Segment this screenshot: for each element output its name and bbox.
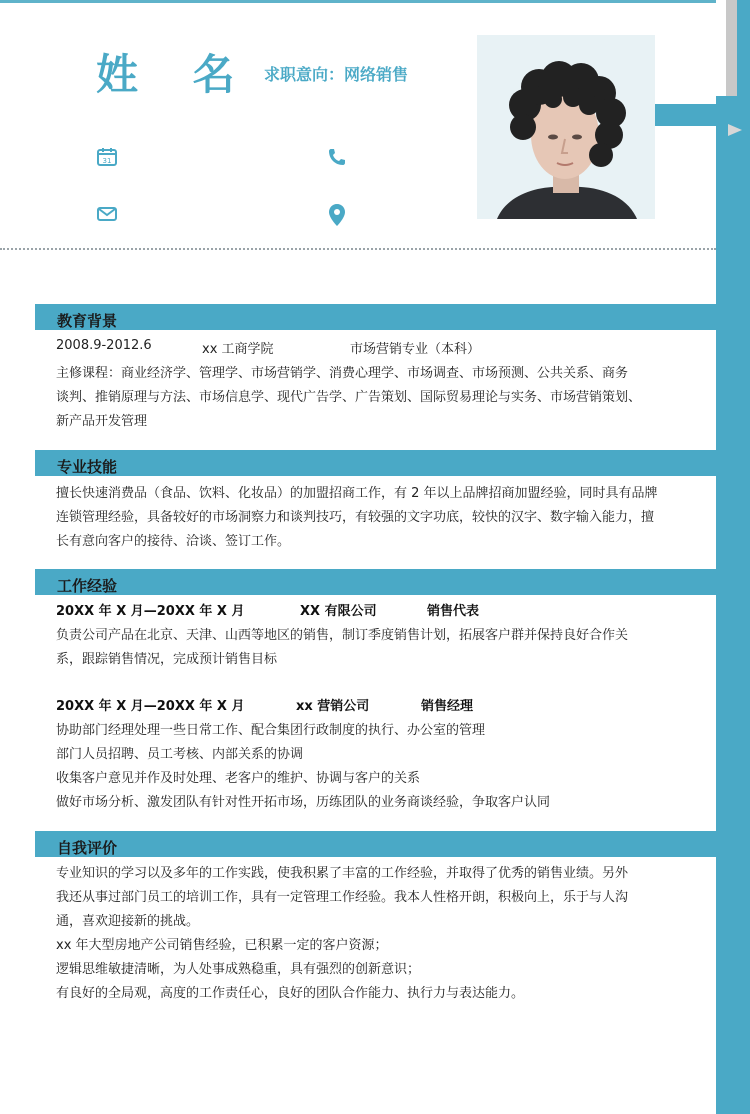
self-evaluation-line: 专业知识的学习以及多年的工作实践，使我积累了丰富的工作经验，并取得了优秀的销售业绩。另外 [56, 866, 629, 881]
job-role: 销售代表 [427, 604, 480, 619]
right-bar-gray-strip [726, 0, 737, 96]
photo-accent-band [654, 104, 716, 126]
skills-line: 长有意向客户的接待、洽谈、签订工作。 [56, 534, 291, 549]
profile-photo [477, 35, 655, 219]
job-period: 20XX 年 X 月—20XX 年 X 月 [56, 699, 245, 714]
candidate-name: 姓 名 [96, 50, 255, 99]
calendar-icon [96, 146, 118, 168]
education-period: 2008.9-2012.6 [56, 338, 152, 353]
section-title-experience: 工作经验 [57, 577, 118, 595]
self-evaluation-line: xx 年大型房地产公司销售经验，已积累一定的客户资源； [56, 938, 388, 953]
education-courses-line: 谈判、推销原理与方法、市场信息学、现代广告学、广告策划、国际贸易理论与实务、市场营销策划、 [56, 390, 642, 405]
job-description-line: 收集客户意见并作及时处理、老客户的维护、协调与客户的关系 [56, 771, 421, 786]
job-objective: 求职意向：网络销售 [264, 65, 409, 84]
right-triangle-marker [728, 124, 742, 136]
top-accent-line [0, 0, 716, 3]
job-company: XX 有限公司 [300, 604, 377, 619]
job-description-line: 部门人员招聘、员工考核、内部关系的协调 [56, 747, 304, 762]
education-courses-line: 主修课程：商业经济学、管理学、市场营销学、消费心理学、市场调查、市场预测、公共关系、商务 [56, 366, 629, 381]
education-courses-line: 新产品开发管理 [56, 414, 148, 429]
self-evaluation-line: 通，喜欢迎接新的挑战。 [56, 914, 200, 929]
section-title-education: 教育背景 [57, 312, 118, 330]
job-description-line: 协助部门经理处理一些日常工作、配合集团行政制度的执行、办公室的管理 [56, 723, 486, 738]
education-school: xx 工商学院 [202, 342, 274, 357]
job-role: 销售经理 [421, 699, 474, 714]
self-evaluation-line: 我还从事过部门员工的培训工作，具有一定管理工作经验。我本人性格开朗，积极向上，乐于与人沟 [56, 890, 629, 905]
section-header-experience [35, 569, 716, 595]
job-company: xx 营销公司 [296, 699, 370, 714]
job-description-line: 负责公司产品在北京、天津、山西等地区的销售，制订季度销售计划，拓展客户群并保持良好合作关 [56, 628, 629, 643]
skills-line: 连锁管理经验，具备较好的市场洞察力和谈判技巧，有较强的文字功底，较快的汉字、数字输入能力，擅 [56, 510, 655, 525]
skills-line: 擅长快速消费品（食品、饮料、化妆品）的加盟招商工作，有 2 年以上品牌招商加盟经验，同时具有品牌 [56, 486, 658, 501]
section-header-self-evaluation [35, 831, 716, 857]
section-header-skills [35, 450, 716, 476]
section-header-education [35, 304, 716, 330]
right-accent-bar [716, 0, 750, 1114]
job-period: 20XX 年 X 月—20XX 年 X 月 [56, 604, 245, 619]
self-evaluation-line: 有良好的全局观，高度的工作责任心，良好的团队合作能力、执行力与表达能力。 [56, 986, 525, 1001]
job-description-line: 系，跟踪销售情况，完成预计销售目标 [56, 652, 278, 667]
section-title-skills: 专业技能 [57, 458, 118, 476]
self-evaluation-line: 逻辑思维敏捷清晰，为人处事成熟稳重，具有强烈的创新意识； [56, 962, 421, 977]
right-bar-white-strip [716, 0, 726, 96]
mail-icon [96, 203, 118, 225]
section-title-self-evaluation: 自我评价 [57, 839, 118, 857]
location-pin-icon [326, 203, 348, 225]
job-description-line: 做好市场分析、激发团队有针对性开拓市场，历练团队的业务商谈经验，争取客户认同 [56, 795, 551, 810]
svg-text:31: 31 [102, 157, 112, 165]
phone-icon [326, 146, 348, 168]
education-major: 市场营销专业（本科） [350, 342, 481, 357]
header-divider [0, 248, 716, 250]
